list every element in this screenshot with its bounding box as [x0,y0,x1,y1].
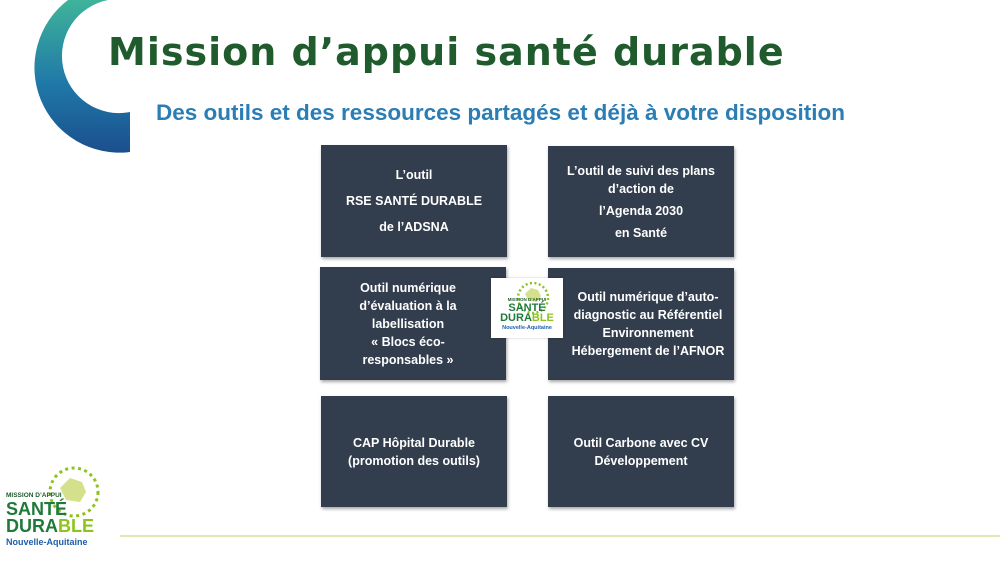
logo-line-1: MISSION D’APPUI [6,492,62,499]
logo-line-3b: BLE [531,312,554,324]
logo-bottom [8,462,104,554]
logo-line-1: MISSION D’APPUI [507,297,547,302]
tool-box-rse [321,145,507,257]
box-line: responsables » [362,352,454,367]
box-line: Outil Carbone avec CV [573,435,709,450]
box-line: Hébergement de l’AFNOR [571,344,725,358]
logo-line-3 [6,517,102,535]
box-line: labellisation [371,316,445,331]
box-line: de l’ADSNA [379,220,449,234]
tool-box-carbone [548,396,734,507]
slide-subtitle: Des outils et des ressources partagés et déjà à votre disposition [156,100,845,125]
box-line: Outil numérique d’auto- [577,290,719,304]
decorative-arc [0,0,140,155]
box-line: L’outil [395,168,433,182]
logo-line-2: SANTÉ [6,499,68,519]
logo-center [491,278,563,338]
box-line: RSE SANTÉ DURABLE [345,194,483,208]
box-line: L’outil de suivi des plans [567,163,715,178]
box-line: (promotion des outils) [348,453,480,468]
footer-divider [120,535,1000,537]
tool-box-cap-hopital [321,396,507,507]
box-line: diagnostic au Référentiel [573,308,723,322]
tool-box-labellisation [320,267,506,380]
slide-title: Mission d’appui santé durable [108,30,785,74]
box-line: d’évaluation à la [359,298,457,313]
box-line: l’Agenda 2030 [598,203,684,218]
logo-line-3 [491,313,563,324]
logo-line-3b: BLE [58,516,94,536]
logo-line-3a: DURA [500,312,532,324]
box-line: d’action de [608,181,674,196]
tool-box-afnor [548,268,734,380]
logo-line-2: SANTÉ [508,302,546,314]
box-line: Environnement [602,326,694,340]
box-line: Développement [594,453,688,468]
box-line: en Santé [614,225,668,240]
box-line: Outil numérique [360,280,456,295]
logo-line-4: Nouvelle-Aquitaine [502,325,552,331]
box-line: « Blocs éco- [371,334,445,349]
box-line: CAP Hôpital Durable [352,435,475,450]
logo-line-4: Nouvelle-Aquitaine [6,537,88,547]
logo-line-3a: DURA [6,516,58,536]
tool-box-agenda-2030 [548,146,734,257]
